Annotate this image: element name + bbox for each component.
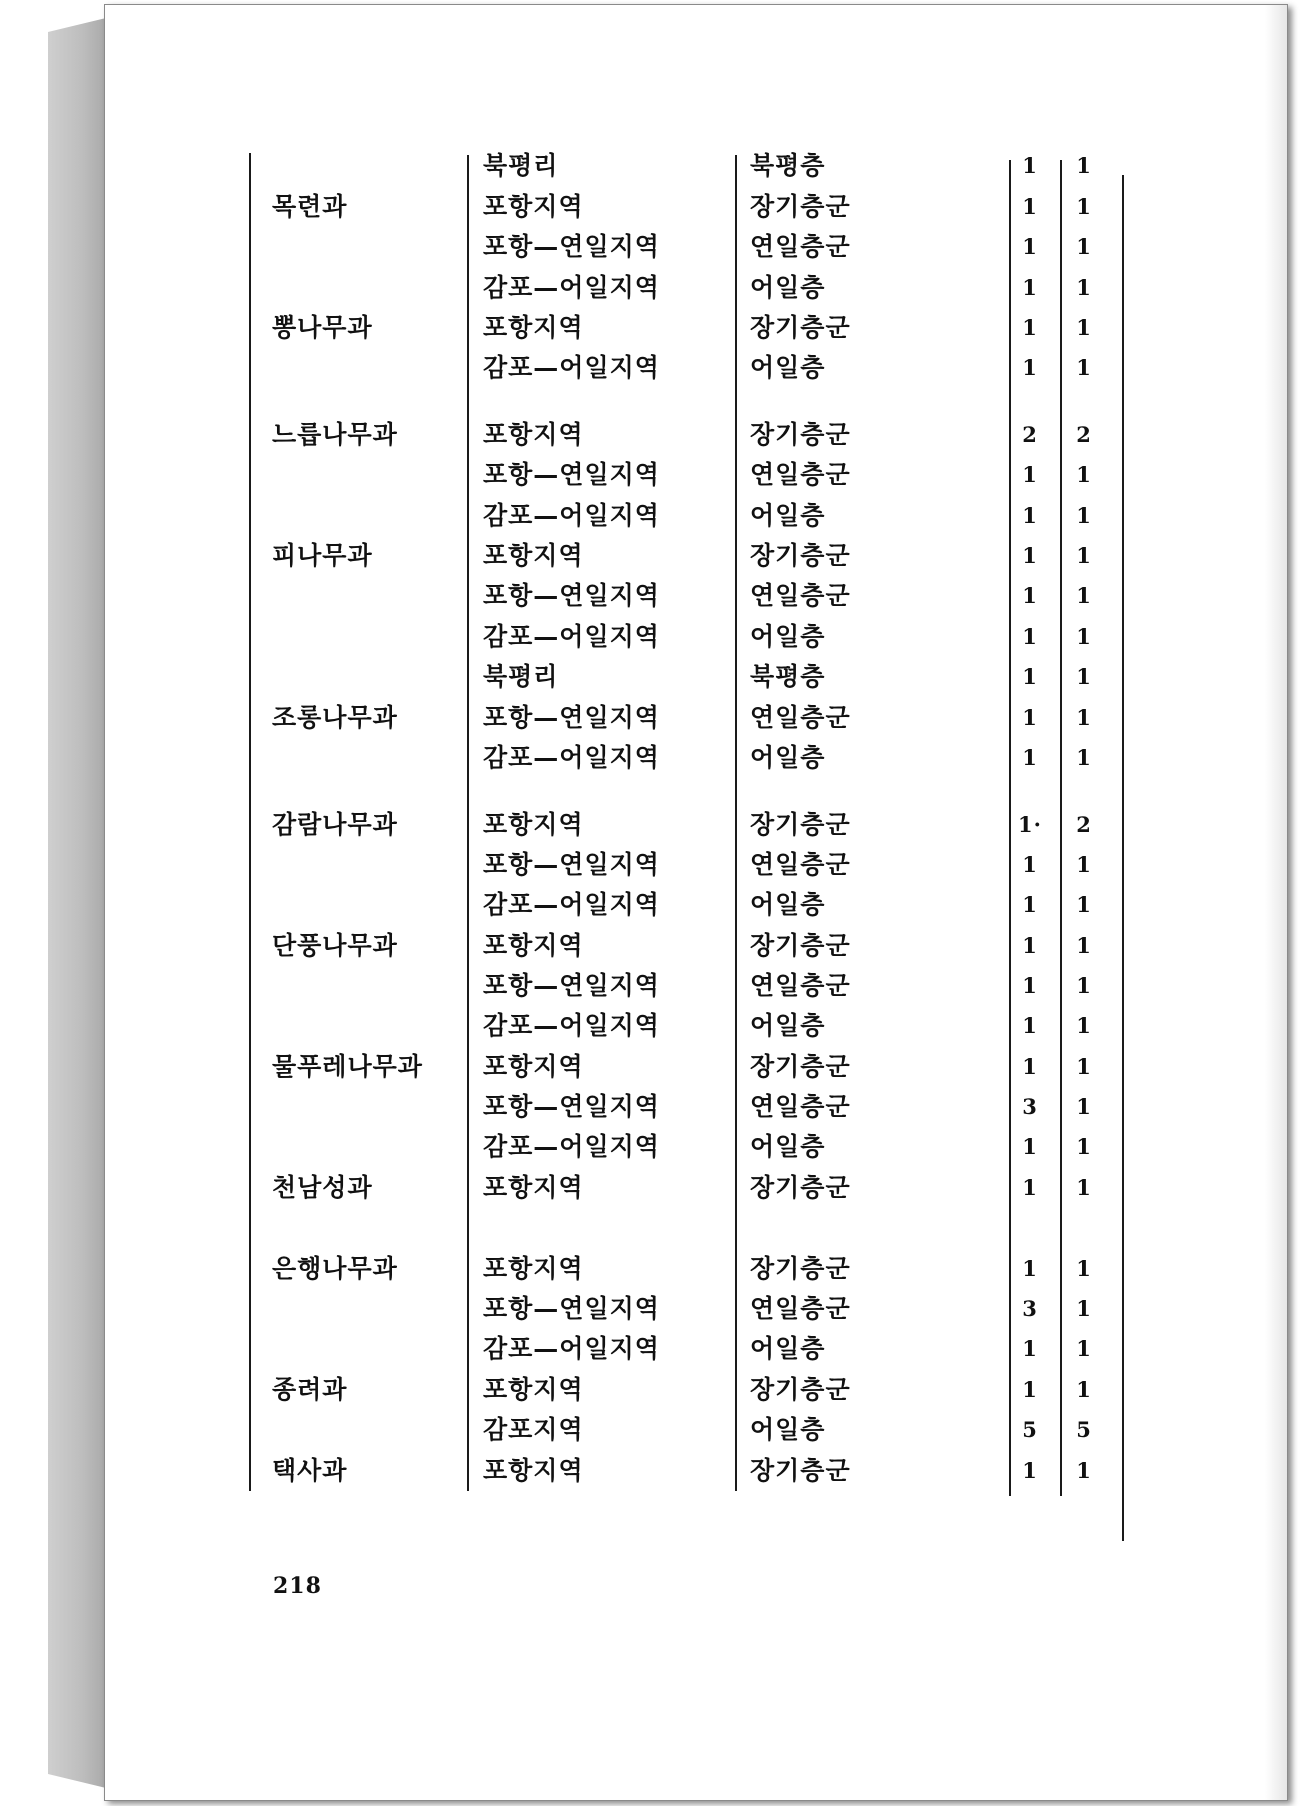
family-cell: 조롱나무과 bbox=[272, 703, 398, 732]
layer-cell: 연일층군 bbox=[750, 971, 851, 1000]
table-row bbox=[105, 616, 1289, 657]
count-cell-1: 1 bbox=[1022, 1377, 1038, 1402]
layer-cell: 어일층 bbox=[750, 1132, 826, 1161]
count-cell-2: 1 bbox=[1076, 1134, 1092, 1159]
region-cell: 포항—연일지역 bbox=[483, 581, 660, 610]
family-cell: 물푸레나무과 bbox=[272, 1052, 423, 1081]
region-cell: 포항지역 bbox=[483, 1254, 584, 1283]
layer-cell: 장기층군 bbox=[750, 192, 851, 221]
layer-cell: 어일층 bbox=[750, 1011, 826, 1040]
region-cell: 포항—연일지역 bbox=[483, 460, 660, 489]
book-page bbox=[104, 4, 1288, 1801]
region-cell: 감포—어일지역 bbox=[483, 1011, 660, 1040]
layer-cell: 연일층군 bbox=[750, 1092, 851, 1121]
region-cell: 감포—어일지역 bbox=[483, 890, 660, 919]
count-cell-2: 1 bbox=[1076, 1175, 1092, 1200]
family-cell: 택사과 bbox=[272, 1456, 348, 1485]
count-cell-2: 1 bbox=[1076, 1458, 1092, 1483]
count-cell-1: 3 bbox=[1022, 1094, 1038, 1119]
table-row bbox=[105, 1126, 1289, 1167]
layer-cell: 연일층군 bbox=[750, 581, 851, 610]
region-cell: 포항—연일지역 bbox=[483, 703, 660, 732]
region-cell: 포항지역 bbox=[483, 420, 584, 449]
family-cell: 종려과 bbox=[272, 1375, 348, 1404]
layer-cell: 연일층군 bbox=[750, 460, 851, 489]
region-cell: 포항—연일지역 bbox=[483, 232, 660, 261]
layer-cell: 북평층 bbox=[750, 151, 826, 180]
region-cell: 포항지역 bbox=[483, 810, 584, 839]
book-edge bbox=[48, 18, 106, 1788]
table-row bbox=[105, 925, 1289, 966]
count-cell-1: 1 bbox=[1022, 503, 1038, 528]
region-cell: 감포지역 bbox=[483, 1415, 584, 1444]
count-cell-1: 1 bbox=[1022, 852, 1038, 877]
count-cell-1: 1 bbox=[1022, 664, 1038, 689]
count-cell-1: 1 bbox=[1022, 543, 1038, 568]
table-row bbox=[105, 495, 1289, 536]
table-row bbox=[105, 844, 1289, 885]
count-cell-1: 1 bbox=[1022, 153, 1038, 178]
count-cell-2: 1 bbox=[1076, 624, 1092, 649]
count-cell-1: 2 bbox=[1022, 422, 1038, 447]
region-cell: 포항지역 bbox=[483, 1456, 584, 1485]
region-cell: 포항지역 bbox=[483, 931, 584, 960]
count-cell-2: 2 bbox=[1076, 812, 1092, 837]
count-cell-1: 1 bbox=[1022, 1458, 1038, 1483]
table-row bbox=[105, 1450, 1289, 1491]
count-cell-2: 1 bbox=[1076, 194, 1092, 219]
layer-cell: 연일층군 bbox=[750, 703, 851, 732]
count-cell-2: 1 bbox=[1076, 153, 1092, 178]
count-cell-1: 1 bbox=[1022, 624, 1038, 649]
count-cell-1: 1 bbox=[1022, 973, 1038, 998]
region-cell: 감포—어일지역 bbox=[483, 353, 660, 382]
region-cell: 감포—어일지역 bbox=[483, 501, 660, 530]
count-cell-2: 1 bbox=[1076, 852, 1092, 877]
count-cell-1: 3 bbox=[1022, 1296, 1038, 1321]
family-cell: 목련과 bbox=[272, 192, 348, 221]
layer-cell: 장기층군 bbox=[750, 931, 851, 960]
layer-cell: 어일층 bbox=[750, 622, 826, 651]
table-row bbox=[105, 884, 1289, 925]
layer-cell: 어일층 bbox=[750, 1334, 826, 1363]
count-cell-1: 1 bbox=[1022, 462, 1038, 487]
count-cell-2: 1 bbox=[1076, 1013, 1092, 1038]
count-cell-1: 1 bbox=[1022, 1134, 1038, 1159]
family-cell: 느릅나무과 bbox=[272, 420, 398, 449]
count-cell-2: 1 bbox=[1076, 1256, 1092, 1281]
region-cell: 포항—연일지역 bbox=[483, 1294, 660, 1323]
table-row bbox=[105, 965, 1289, 1006]
count-cell-2: 1 bbox=[1076, 745, 1092, 770]
layer-cell: 장기층군 bbox=[750, 1052, 851, 1081]
count-cell-2: 1 bbox=[1076, 705, 1092, 730]
layer-cell: 장기층군 bbox=[750, 810, 851, 839]
region-cell: 포항—연일지역 bbox=[483, 971, 660, 1000]
region-cell: 포항지역 bbox=[483, 1375, 584, 1404]
family-cell: 뽕나무과 bbox=[272, 313, 373, 342]
table-row bbox=[105, 1409, 1289, 1450]
count-cell-2: 1 bbox=[1076, 275, 1092, 300]
region-cell: 포항지역 bbox=[483, 1052, 584, 1081]
layer-cell: 북평층 bbox=[750, 662, 826, 691]
count-cell-1: 1 bbox=[1022, 1054, 1038, 1079]
count-cell-2: 1 bbox=[1076, 503, 1092, 528]
count-cell-2: 1 bbox=[1076, 1377, 1092, 1402]
layer-cell: 장기층군 bbox=[750, 420, 851, 449]
region-cell: 포항지역 bbox=[483, 313, 584, 342]
table-row bbox=[105, 307, 1289, 348]
table-row bbox=[105, 145, 1289, 186]
count-cell-2: 1 bbox=[1076, 543, 1092, 568]
region-cell: 북평리 bbox=[483, 151, 559, 180]
table-row bbox=[105, 1369, 1289, 1410]
count-cell-2: 1 bbox=[1076, 664, 1092, 689]
count-cell-2: 1 bbox=[1076, 315, 1092, 340]
count-cell-1: 1 bbox=[1022, 933, 1038, 958]
count-cell-2: 1 bbox=[1076, 1336, 1092, 1361]
layer-cell: 어일층 bbox=[750, 273, 826, 302]
table-row bbox=[105, 697, 1289, 738]
family-cell: 은행나무과 bbox=[272, 1254, 398, 1283]
region-cell: 포항—연일지역 bbox=[483, 850, 660, 879]
region-cell: 포항—연일지역 bbox=[483, 1092, 660, 1121]
count-cell-2: 1 bbox=[1076, 462, 1092, 487]
family-cell: 피나무과 bbox=[272, 541, 373, 570]
table-row bbox=[105, 804, 1289, 845]
count-cell-2: 1 bbox=[1076, 1296, 1092, 1321]
layer-cell: 어일층 bbox=[750, 1415, 826, 1444]
count-cell-2: 1 bbox=[1076, 892, 1092, 917]
count-cell-2: 1 bbox=[1076, 583, 1092, 608]
count-cell-2: 1 bbox=[1076, 234, 1092, 259]
count-cell-2: 5 bbox=[1076, 1417, 1092, 1442]
table-row bbox=[105, 186, 1289, 227]
layer-cell: 어일층 bbox=[750, 501, 826, 530]
count-cell-1: 1 bbox=[1022, 1013, 1038, 1038]
layer-cell: 연일층군 bbox=[750, 232, 851, 261]
count-cell-1: 1 bbox=[1022, 1336, 1038, 1361]
region-cell: 포항지역 bbox=[483, 192, 584, 221]
count-cell-2: 1 bbox=[1076, 1054, 1092, 1079]
region-cell: 감포—어일지역 bbox=[483, 1132, 660, 1161]
layer-cell: 장기층군 bbox=[750, 1254, 851, 1283]
table-row bbox=[105, 1328, 1289, 1369]
table-row bbox=[105, 1248, 1289, 1289]
layer-cell: 어일층 bbox=[750, 353, 826, 382]
count-cell-1: 1 bbox=[1022, 1175, 1038, 1200]
table-row bbox=[105, 535, 1289, 576]
layer-cell: 장기층군 bbox=[750, 1173, 851, 1202]
layer-cell: 어일층 bbox=[750, 890, 826, 919]
table-row bbox=[105, 656, 1289, 697]
table-row bbox=[105, 226, 1289, 267]
region-cell: 포항지역 bbox=[483, 1173, 584, 1202]
family-cell: 감람나무과 bbox=[272, 810, 398, 839]
region-cell: 감포—어일지역 bbox=[483, 743, 660, 772]
table-row bbox=[105, 1288, 1289, 1329]
table-row bbox=[105, 1046, 1289, 1087]
family-cell: 단풍나무과 bbox=[272, 931, 398, 960]
region-cell: 감포—어일지역 bbox=[483, 273, 660, 302]
count-cell-1: 1 bbox=[1022, 234, 1038, 259]
layer-cell: 연일층군 bbox=[750, 1294, 851, 1323]
count-cell-1: 1 bbox=[1022, 315, 1038, 340]
layer-cell: 연일층군 bbox=[750, 850, 851, 879]
table-row bbox=[105, 414, 1289, 455]
layer-cell: 어일층 bbox=[750, 743, 826, 772]
count-cell-2: 1 bbox=[1076, 1094, 1092, 1119]
table-row bbox=[105, 575, 1289, 616]
layer-cell: 장기층군 bbox=[750, 1456, 851, 1485]
layer-cell: 장기층군 bbox=[750, 313, 851, 342]
region-cell: 감포—어일지역 bbox=[483, 622, 660, 651]
region-cell: 북평리 bbox=[483, 662, 559, 691]
count-cell-1: 1 bbox=[1022, 583, 1038, 608]
layer-cell: 장기층군 bbox=[750, 1375, 851, 1404]
count-cell-1: 1 bbox=[1022, 355, 1038, 380]
count-cell-1: 1 bbox=[1022, 194, 1038, 219]
count-cell-1: 1 bbox=[1022, 705, 1038, 730]
table-row bbox=[105, 1005, 1289, 1046]
count-cell-1: 1 bbox=[1022, 1256, 1038, 1281]
count-cell-1: 1 bbox=[1022, 745, 1038, 770]
table-row bbox=[105, 1086, 1289, 1127]
count-cell-1: 1· bbox=[1018, 812, 1042, 837]
table-row bbox=[105, 737, 1289, 778]
count-cell-2: 1 bbox=[1076, 355, 1092, 380]
count-cell-2: 1 bbox=[1076, 973, 1092, 998]
family-cell: 천남성과 bbox=[272, 1173, 373, 1202]
layer-cell: 장기층군 bbox=[750, 541, 851, 570]
region-cell: 포항지역 bbox=[483, 541, 584, 570]
count-cell-1: 1 bbox=[1022, 275, 1038, 300]
table-row bbox=[105, 347, 1289, 388]
page-number: 218 bbox=[273, 1573, 322, 1599]
table-row bbox=[105, 267, 1289, 308]
count-cell-1: 5 bbox=[1022, 1417, 1038, 1442]
table-row bbox=[105, 454, 1289, 495]
region-cell: 감포—어일지역 bbox=[483, 1334, 660, 1363]
count-cell-2: 1 bbox=[1076, 933, 1092, 958]
table-row bbox=[105, 1167, 1289, 1208]
count-cell-1: 1 bbox=[1022, 892, 1038, 917]
count-cell-2: 2 bbox=[1076, 422, 1092, 447]
